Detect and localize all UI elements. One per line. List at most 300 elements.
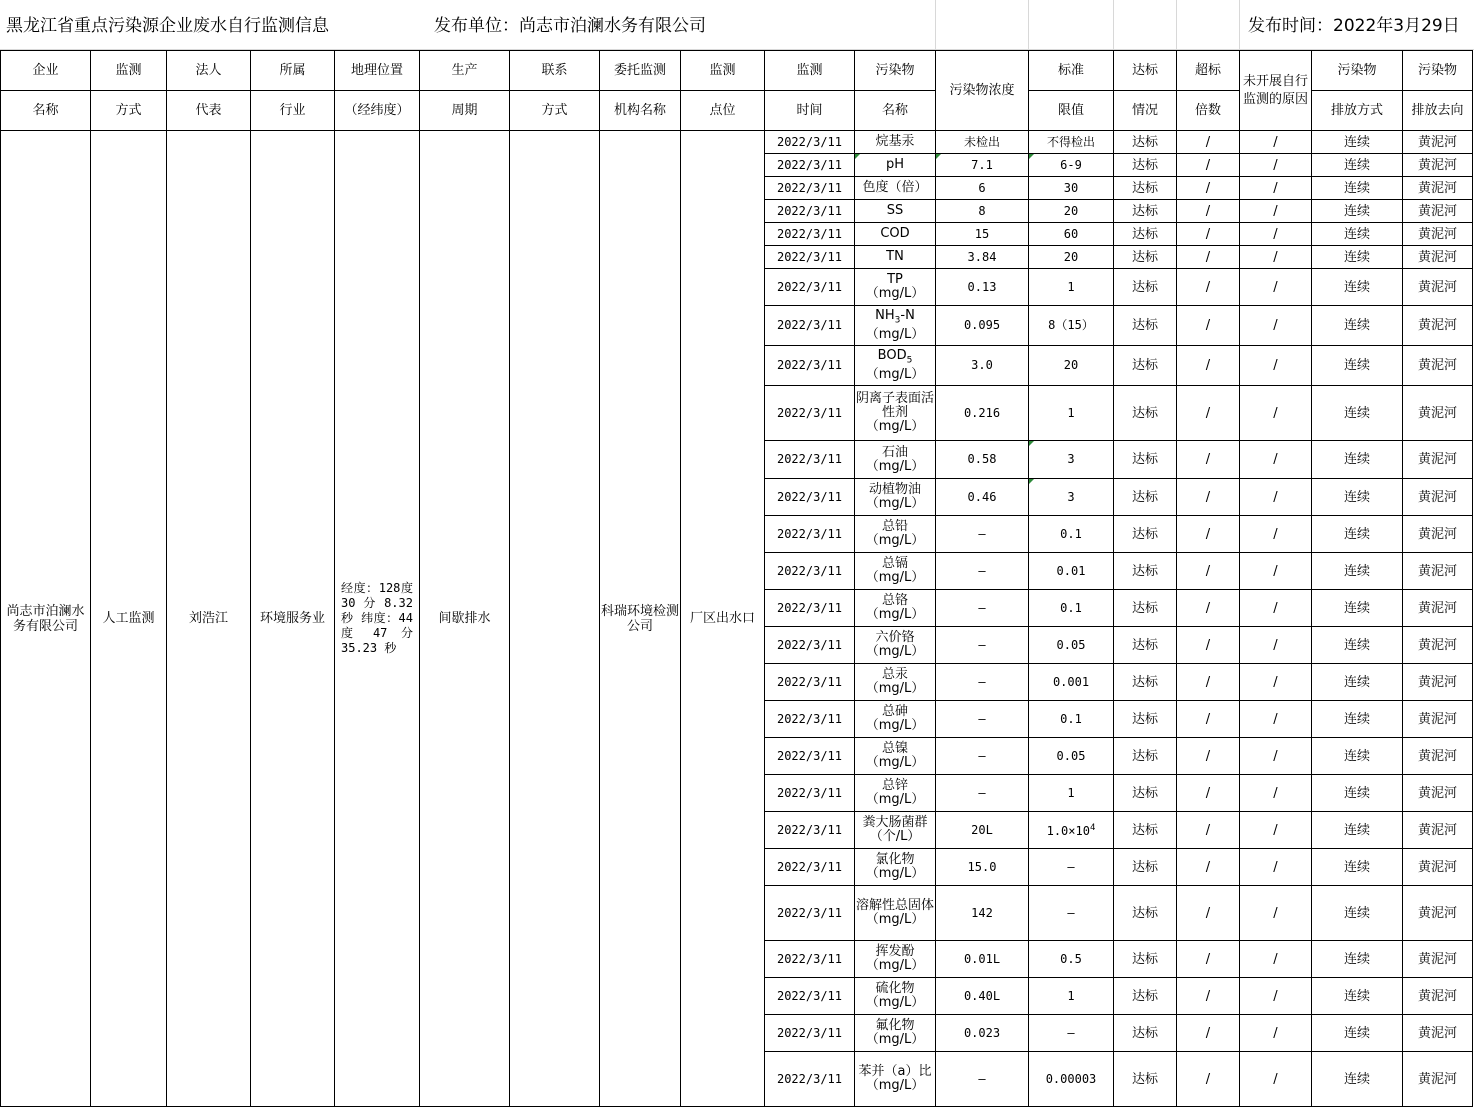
discharge-mode-cell: 连续 xyxy=(1312,627,1403,664)
compliance-status-cell: 达标 xyxy=(1114,346,1177,386)
pollutant-unit: （mg/L） xyxy=(865,755,925,770)
compliance-status-cell: 达标 xyxy=(1114,223,1177,246)
standard-limit-cell: 不得检出 xyxy=(1029,131,1114,154)
discharge-mode-cell: 连续 xyxy=(1312,775,1403,812)
no-monitor-reason-cell: / xyxy=(1240,200,1312,223)
pollutant-name: 石油 xyxy=(881,444,908,460)
discharge-destination-cell: 黄泥河 xyxy=(1403,306,1473,346)
monitor-time-cell: 2022/3/11 xyxy=(765,223,855,246)
exceed-multiple-cell: / xyxy=(1177,177,1240,200)
monitor-time-cell: 2022/3/11 xyxy=(765,978,855,1015)
discharge-destination-cell: 黄泥河 xyxy=(1403,627,1473,664)
monitor-time-cell: 2022/3/11 xyxy=(765,346,855,386)
monitor-time-cell: 2022/3/11 xyxy=(765,701,855,738)
compliance-status-cell: 达标 xyxy=(1114,701,1177,738)
monitor-time-cell: 2022/3/11 xyxy=(765,269,855,306)
exceed-multiple-cell: / xyxy=(1177,131,1240,154)
discharge-destination-cell: 黄泥河 xyxy=(1403,479,1473,516)
exceed-multiple-cell: / xyxy=(1177,553,1240,590)
discharge-destination-cell: 黄泥河 xyxy=(1403,849,1473,886)
standard-limit-cell: 60 xyxy=(1029,223,1114,246)
standard-limit-cell: 0.05 xyxy=(1029,627,1114,664)
col-header-cycle-1: 生产 xyxy=(420,51,510,91)
discharge-destination-cell: 黄泥河 xyxy=(1403,200,1473,223)
pollutant-name-cell xyxy=(855,886,936,941)
pollutant-subscript: 3 xyxy=(894,315,901,326)
pollutant-name-cell xyxy=(855,346,936,386)
pollutant-unit: （mg/L） xyxy=(865,607,925,622)
exceed-multiple-cell: / xyxy=(1177,246,1240,269)
standard-limit-cell: 8（15） xyxy=(1029,306,1114,346)
monitor-time-cell: 2022/3/11 xyxy=(765,1015,855,1052)
exceed-multiple-cell: / xyxy=(1177,941,1240,978)
concentration-cell: 0.58 xyxy=(936,441,1029,479)
discharge-destination-cell: 黄泥河 xyxy=(1403,246,1473,269)
pollutant-unit: （mg/L） xyxy=(865,1032,925,1047)
pollutant-name-cell xyxy=(855,701,936,738)
standard-limit-cell: 1 xyxy=(1029,775,1114,812)
discharge-mode-cell: 连续 xyxy=(1312,1015,1403,1052)
concentration-cell: 0.216 xyxy=(936,386,1029,441)
pollutant-name: 氟化物 xyxy=(875,1018,915,1033)
exceed-multiple-cell: / xyxy=(1177,346,1240,386)
standard-limit-cell: 20 xyxy=(1029,200,1114,223)
concentration-cell: – xyxy=(936,775,1029,812)
pollutant-unit: （mg/L） xyxy=(865,1078,925,1093)
concentration-cell: 20L xyxy=(936,812,1029,849)
discharge-mode-cell: 连续 xyxy=(1312,269,1403,306)
monitoring-agency-cell: 科瑞环境检测公司 xyxy=(600,131,681,1107)
standard-limit-cell: 20 xyxy=(1029,246,1114,269)
pollutant-name: SS xyxy=(886,203,904,218)
exceed-multiple-cell: / xyxy=(1177,200,1240,223)
discharge-mode-cell: 连续 xyxy=(1312,941,1403,978)
no-monitor-reason-cell: / xyxy=(1240,664,1312,701)
exceed-multiple-cell: / xyxy=(1177,664,1240,701)
no-monitor-reason-cell: / xyxy=(1240,346,1312,386)
no-monitor-reason-cell: / xyxy=(1240,775,1312,812)
pollutant-name-cell xyxy=(855,441,936,479)
legal-representative-cell: 刘浩江 xyxy=(167,131,251,1107)
no-monitor-reason-cell: / xyxy=(1240,131,1312,154)
monitoring-method-cell: 人工监测 xyxy=(91,131,167,1107)
monitor-time-cell: 2022/3/11 xyxy=(765,441,855,479)
compliance-status-cell: 达标 xyxy=(1114,177,1177,200)
no-monitor-reason-cell: / xyxy=(1240,306,1312,346)
no-monitor-reason-cell: / xyxy=(1240,978,1312,1015)
col-header-agency-2: 机构名称 xyxy=(600,91,681,131)
standard-limit-cell: — xyxy=(1029,849,1114,886)
pollutant-name-cell xyxy=(855,479,936,516)
compliance-status-cell: 达标 xyxy=(1114,200,1177,223)
pollutant-name: 六价铬 xyxy=(875,630,915,645)
standard-limit-cell: 0.001 xyxy=(1029,664,1114,701)
standard-limit-cell: — xyxy=(1029,1015,1114,1052)
standard-limit-cell: — xyxy=(1029,886,1114,941)
col-header-exceed-1: 超标 xyxy=(1177,51,1240,91)
no-monitor-reason-cell: / xyxy=(1240,246,1312,269)
pollutant-name: pH xyxy=(885,157,905,172)
col-header-dest-2: 排放去向 xyxy=(1403,91,1473,131)
no-monitor-reason-cell: / xyxy=(1240,553,1312,590)
standard-limit-cell: 0.01 xyxy=(1029,553,1114,590)
pollutant-name: 总铬 xyxy=(881,593,908,608)
discharge-destination-cell: 黄泥河 xyxy=(1403,441,1473,479)
pollutant-name: BOD xyxy=(877,348,907,364)
standard-limit-cell: 20 xyxy=(1029,346,1114,386)
exceed-multiple-cell: / xyxy=(1177,738,1240,775)
monitor-time-cell: 2022/3/11 xyxy=(765,246,855,269)
exceed-multiple-cell: / xyxy=(1177,441,1240,479)
discharge-mode-cell: 连续 xyxy=(1312,978,1403,1015)
compliance-status-cell: 达标 xyxy=(1114,590,1177,627)
pollutant-name: 色度（倍） xyxy=(862,180,928,195)
discharge-mode-cell: 连续 xyxy=(1312,154,1403,177)
discharge-mode-cell: 连续 xyxy=(1312,346,1403,386)
standard-limit-cell: 0.1 xyxy=(1029,516,1114,553)
compliance-status-cell: 达标 xyxy=(1114,849,1177,886)
pollutant-name-cell xyxy=(855,1015,936,1052)
discharge-mode-cell: 连续 xyxy=(1312,1052,1403,1107)
discharge-mode-cell: 连续 xyxy=(1312,849,1403,886)
compliance-status-cell: 达标 xyxy=(1114,886,1177,941)
discharge-destination-cell: 黄泥河 xyxy=(1403,701,1473,738)
standard-limit-cell: 0.00003 xyxy=(1029,1052,1114,1107)
concentration-cell: – xyxy=(936,627,1029,664)
pollutant-name-cell xyxy=(855,590,936,627)
discharge-mode-cell: 连续 xyxy=(1312,386,1403,441)
no-monitor-reason-cell: / xyxy=(1240,886,1312,941)
col-header-pollutant-1: 污染物 xyxy=(855,51,936,91)
monitor-time-cell: 2022/3/11 xyxy=(765,516,855,553)
compliance-status-cell: 达标 xyxy=(1114,1052,1177,1107)
monitor-time-cell: 2022/3/11 xyxy=(765,386,855,441)
no-monitor-reason-cell: / xyxy=(1240,701,1312,738)
col-header-geo-2: （经纬度） xyxy=(335,91,420,131)
no-monitor-reason-cell: / xyxy=(1240,479,1312,516)
col-header-company-1: 企业 xyxy=(1,51,91,91)
pollutant-unit: （mg/L） xyxy=(865,958,925,973)
exceed-multiple-cell: / xyxy=(1177,223,1240,246)
standard-limit-cell: 0.05 xyxy=(1029,738,1114,775)
col-header-limit-2: 限值 xyxy=(1029,91,1114,131)
compliance-status-cell: 达标 xyxy=(1114,154,1177,177)
monitoring-point-cell: 厂区出水口 xyxy=(681,131,765,1107)
production-cycle-cell: 间歇排水 xyxy=(420,131,510,1107)
pollutant-name: TP xyxy=(887,272,903,287)
limit-exponent: 4 xyxy=(1089,823,1096,833)
no-monitor-reason-cell: / xyxy=(1240,812,1312,849)
col-header-limit-1: 标准 xyxy=(1029,51,1114,91)
col-header-point-2: 点位 xyxy=(681,91,765,131)
exceed-multiple-cell: / xyxy=(1177,154,1240,177)
exceed-multiple-cell: / xyxy=(1177,849,1240,886)
col-header-status-2: 情况 xyxy=(1114,91,1177,131)
no-monitor-reason-cell: / xyxy=(1240,441,1312,479)
pollutant-unit: （mg/L） xyxy=(865,458,925,474)
pollutant-name-cell xyxy=(855,627,936,664)
standard-limit-cell: 1 xyxy=(1029,978,1114,1015)
discharge-mode-cell: 连续 xyxy=(1312,306,1403,346)
no-monitor-reason-cell: / xyxy=(1240,516,1312,553)
compliance-status-cell: 达标 xyxy=(1114,812,1177,849)
no-monitor-reason-cell: / xyxy=(1240,738,1312,775)
pollutant-name: 氯化物 xyxy=(875,852,915,867)
concentration-cell: 15.0 xyxy=(936,849,1029,886)
concentration-cell: 7.1 xyxy=(936,154,1029,177)
discharge-destination-cell: 黄泥河 xyxy=(1403,131,1473,154)
concentration-cell: 8 xyxy=(936,200,1029,223)
pollutant-subscript: 5 xyxy=(906,355,913,366)
discharge-destination-cell: 黄泥河 xyxy=(1403,978,1473,1015)
exceed-multiple-cell: / xyxy=(1177,386,1240,441)
pollutant-name-tail: -N xyxy=(900,308,915,324)
no-monitor-reason-cell: / xyxy=(1240,849,1312,886)
geo-location-cell: 经度：128度 30 分 8.32 秒 纬度：44度 47 分 35.23 秒 xyxy=(335,131,420,1107)
company-name-cell: 尚志市泊澜水务有限公司 xyxy=(1,131,91,1107)
concentration-cell: 0.023 xyxy=(936,1015,1029,1052)
compliance-status-cell: 达标 xyxy=(1114,941,1177,978)
exceed-multiple-cell: / xyxy=(1177,516,1240,553)
no-monitor-reason-cell: / xyxy=(1240,590,1312,627)
pollutant-name-cell xyxy=(855,738,936,775)
concentration-cell: 142 xyxy=(936,886,1029,941)
col-header-legal-1: 法人 xyxy=(167,51,251,91)
col-header-method-1: 监测 xyxy=(91,51,167,91)
pollutant-unit: （mg/L） xyxy=(865,995,925,1010)
discharge-mode-cell: 连续 xyxy=(1312,701,1403,738)
standard-limit-cell: 0.5 xyxy=(1029,941,1114,978)
pollutant-name-cell xyxy=(855,306,936,346)
monitor-time-cell: 2022/3/11 xyxy=(765,775,855,812)
pollutant-unit: （mg/L） xyxy=(865,681,925,696)
concentration-cell: – xyxy=(936,701,1029,738)
concentration-cell: 0.46 xyxy=(936,479,1029,516)
discharge-destination-cell: 黄泥河 xyxy=(1403,812,1473,849)
pollutant-name-cell xyxy=(855,553,936,590)
discharge-mode-cell: 连续 xyxy=(1312,516,1403,553)
discharge-mode-cell: 连续 xyxy=(1312,200,1403,223)
pollutant-name: 粪大肠菌群 xyxy=(862,815,928,830)
col-header-contact-1: 联系 xyxy=(510,51,600,91)
limit-base: 1.0×10 xyxy=(1046,824,1090,838)
col-header-contact-2: 方式 xyxy=(510,91,600,131)
exceed-multiple-cell: / xyxy=(1177,479,1240,516)
pollutant-name: 挥发酚 xyxy=(875,944,915,959)
no-monitor-reason-cell: / xyxy=(1240,1052,1312,1107)
discharge-destination-cell: 黄泥河 xyxy=(1403,346,1473,386)
header-row-1 xyxy=(1,51,1473,91)
col-header-point-1: 监测 xyxy=(681,51,765,91)
pollutant-name-cell xyxy=(855,812,936,849)
pollutant-name: 总铅 xyxy=(881,519,908,534)
discharge-mode-cell: 连续 xyxy=(1312,553,1403,590)
pollutant-name-cell xyxy=(855,154,936,177)
pollutant-name: NH xyxy=(875,308,895,324)
standard-limit-cell: 3 xyxy=(1029,479,1114,516)
compliance-status-cell: 达标 xyxy=(1114,627,1177,664)
col-header-status-1: 达标 xyxy=(1114,51,1177,91)
pollutant-name: 总锌 xyxy=(881,778,908,793)
concentration-cell: 3.0 xyxy=(936,346,1029,386)
pollutant-name: COD xyxy=(880,226,910,241)
pollutant-name: 溶解性总固体 xyxy=(855,898,934,913)
discharge-mode-cell: 连续 xyxy=(1312,131,1403,154)
discharge-destination-cell: 黄泥河 xyxy=(1403,553,1473,590)
concentration-cell: – xyxy=(936,553,1029,590)
compliance-status-cell: 达标 xyxy=(1114,738,1177,775)
pollutant-name-cell xyxy=(855,664,936,701)
pollutant-unit: （mg/L） xyxy=(865,718,925,733)
monitor-time-cell: 2022/3/11 xyxy=(765,738,855,775)
table-body xyxy=(1,131,1473,1107)
pollutant-unit: （mg/L） xyxy=(865,366,925,382)
pollutant-name-cell xyxy=(855,1052,936,1107)
pollutant-name-cell xyxy=(855,177,936,200)
exceed-multiple-cell: / xyxy=(1177,1052,1240,1107)
discharge-mode-cell: 连续 xyxy=(1312,441,1403,479)
pollutant-name-cell xyxy=(855,516,936,553)
no-monitor-reason-cell: / xyxy=(1240,269,1312,306)
discharge-destination-cell: 黄泥河 xyxy=(1403,664,1473,701)
monitor-time-cell: 2022/3/11 xyxy=(765,131,855,154)
pollutant-unit: （mg/L） xyxy=(865,419,925,434)
exceed-multiple-cell: / xyxy=(1177,306,1240,346)
col-header-company-2: 名称 xyxy=(1,91,91,131)
concentration-cell: 6 xyxy=(936,177,1029,200)
col-header-reason: 未开展自行监测的原因 xyxy=(1240,51,1312,131)
discharge-destination-cell: 黄泥河 xyxy=(1403,386,1473,441)
compliance-status-cell: 达标 xyxy=(1114,479,1177,516)
concentration-cell: – xyxy=(936,1052,1029,1107)
col-header-industry-2: 行业 xyxy=(251,91,335,131)
discharge-mode-cell: 连续 xyxy=(1312,177,1403,200)
standard-limit-cell: 30 xyxy=(1029,177,1114,200)
monitor-time-cell: 2022/3/11 xyxy=(765,941,855,978)
col-header-cycle-2: 周期 xyxy=(420,91,510,131)
discharge-destination-cell: 黄泥河 xyxy=(1403,1015,1473,1052)
discharge-mode-cell: 连续 xyxy=(1312,590,1403,627)
no-monitor-reason-cell: / xyxy=(1240,177,1312,200)
col-header-dest-1: 污染物 xyxy=(1403,51,1473,91)
col-header-industry-1: 所属 xyxy=(251,51,335,91)
pollutant-name: 苯并（a）比 xyxy=(858,1064,932,1079)
col-header-geo-1: 地理位置 xyxy=(335,51,420,91)
pollutant-name-cell xyxy=(855,941,936,978)
pollutant-name-cell xyxy=(855,269,936,306)
discharge-destination-cell: 黄泥河 xyxy=(1403,177,1473,200)
monitor-time-cell: 2022/3/11 xyxy=(765,200,855,223)
exceed-multiple-cell: / xyxy=(1177,775,1240,812)
discharge-mode-cell: 连续 xyxy=(1312,738,1403,775)
pollutant-name: TN xyxy=(886,249,904,264)
standard-limit-cell: 1 xyxy=(1029,269,1114,306)
compliance-status-cell: 达标 xyxy=(1114,386,1177,441)
monitor-time-cell: 2022/3/11 xyxy=(765,177,855,200)
concentration-cell: 0.13 xyxy=(936,269,1029,306)
col-header-time-1: 监测 xyxy=(765,51,855,91)
monitor-time-cell: 2022/3/11 xyxy=(765,590,855,627)
pollutant-name: 阴离子表面活性剂 xyxy=(855,391,934,420)
pollutant-name-cell xyxy=(855,386,936,441)
pollutant-name: 动植物油 xyxy=(868,482,921,497)
pollutant-name: 总砷 xyxy=(881,704,908,719)
concentration-cell: 未检出 xyxy=(936,131,1029,154)
discharge-mode-cell: 连续 xyxy=(1312,812,1403,849)
contact-cell xyxy=(510,131,600,1107)
monitor-time-cell: 2022/3/11 xyxy=(765,154,855,177)
pollutant-unit: （个/L） xyxy=(869,829,921,844)
compliance-status-cell: 达标 xyxy=(1114,246,1177,269)
exceed-multiple-cell: / xyxy=(1177,269,1240,306)
pollutant-name: 总镍 xyxy=(881,741,908,756)
pollutant-name: 烷基汞 xyxy=(875,134,915,149)
exceed-multiple-cell: / xyxy=(1177,1015,1240,1052)
col-header-exceed-2: 倍数 xyxy=(1177,91,1240,131)
concentration-cell: 0.01L xyxy=(936,941,1029,978)
pollutant-name-cell xyxy=(855,246,936,269)
standard-limit-cell: 0.1 xyxy=(1029,701,1114,738)
col-header-time-2: 时间 xyxy=(765,91,855,131)
compliance-status-cell: 达标 xyxy=(1114,269,1177,306)
document-title: 黑龙江省重点污染源企业废水自行监测信息 xyxy=(6,16,329,36)
pollutant-name-cell xyxy=(855,978,936,1015)
table-row xyxy=(1,131,1473,154)
discharge-mode-cell: 连续 xyxy=(1312,246,1403,269)
col-header-mode-1: 污染物 xyxy=(1312,51,1403,91)
monitor-time-cell: 2022/3/11 xyxy=(765,627,855,664)
compliance-status-cell: 达标 xyxy=(1114,306,1177,346)
monitor-time-cell: 2022/3/11 xyxy=(765,664,855,701)
col-header-concentration: 污染物浓度 xyxy=(936,51,1029,131)
col-header-mode-2: 排放方式 xyxy=(1312,91,1403,131)
title-row xyxy=(0,0,1474,50)
no-monitor-reason-cell: / xyxy=(1240,627,1312,664)
discharge-destination-cell: 黄泥河 xyxy=(1403,886,1473,941)
pollutant-unit: （mg/L） xyxy=(865,326,925,342)
exceed-multiple-cell: / xyxy=(1177,978,1240,1015)
exceed-multiple-cell: / xyxy=(1177,590,1240,627)
pollutant-unit: （mg/L） xyxy=(865,792,925,807)
pollutant-name-cell xyxy=(855,131,936,154)
pollutant-unit: （mg/L） xyxy=(865,533,925,548)
no-monitor-reason-cell: / xyxy=(1240,941,1312,978)
discharge-mode-cell: 连续 xyxy=(1312,886,1403,941)
compliance-status-cell: 达标 xyxy=(1114,131,1177,154)
industry-cell: 环境服务业 xyxy=(251,131,335,1107)
exceed-multiple-cell: / xyxy=(1177,886,1240,941)
concentration-cell: – xyxy=(936,590,1029,627)
monitor-time-cell: 2022/3/11 xyxy=(765,849,855,886)
compliance-status-cell: 达标 xyxy=(1114,441,1177,479)
discharge-destination-cell: 黄泥河 xyxy=(1403,1052,1473,1107)
monitoring-table xyxy=(0,50,1473,1107)
no-monitor-reason-cell: / xyxy=(1240,1015,1312,1052)
col-header-agency-1: 委托监测 xyxy=(600,51,681,91)
pollutant-unit: （mg/L） xyxy=(865,866,925,881)
pollutant-unit: （mg/L） xyxy=(865,570,925,585)
compliance-status-cell: 达标 xyxy=(1114,516,1177,553)
concentration-cell: – xyxy=(936,516,1029,553)
publisher-label: 发布单位：尚志市泊澜水务有限公司 xyxy=(434,16,706,36)
pollutant-unit: （mg/L） xyxy=(865,496,925,511)
pollutant-name-cell xyxy=(855,849,936,886)
compliance-status-cell: 达标 xyxy=(1114,664,1177,701)
compliance-status-cell: 达标 xyxy=(1114,978,1177,1015)
discharge-destination-cell: 黄泥河 xyxy=(1403,738,1473,775)
monitor-time-cell: 2022/3/11 xyxy=(765,886,855,941)
discharge-destination-cell: 黄泥河 xyxy=(1403,775,1473,812)
